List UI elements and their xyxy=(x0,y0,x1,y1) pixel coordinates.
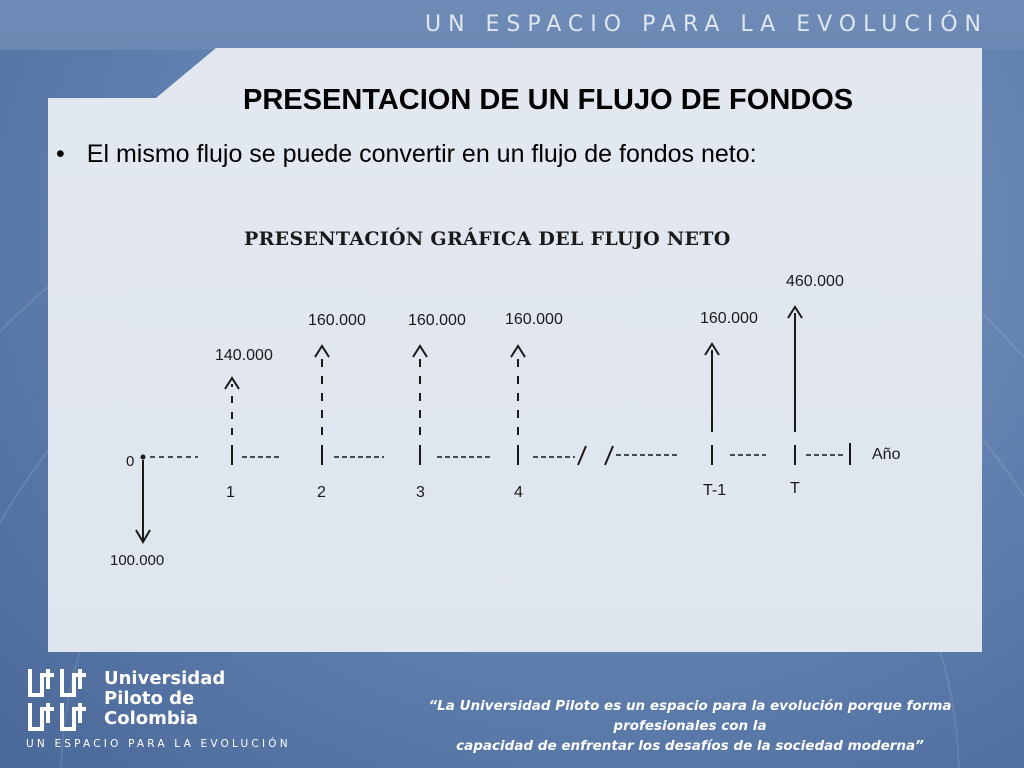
footer-tagline: UN ESPACIO PARA LA EVOLUCIÓN xyxy=(26,738,291,750)
university-name xyxy=(104,669,286,729)
axis-break xyxy=(605,446,680,465)
outflow-value: 100.000 xyxy=(110,552,165,569)
axis-label: Año xyxy=(872,446,901,463)
period-1 xyxy=(215,347,282,501)
period-t xyxy=(786,273,850,497)
slide-title: PRESENTACION DE UN FLUJO DE FONDOS xyxy=(243,84,854,116)
period-1-label: 1 xyxy=(226,484,235,501)
period-1-value: 140.000 xyxy=(215,347,273,364)
university-name-line1: Universidad xyxy=(104,668,226,689)
diagram-title: PRESENTACIÓN GRÁFICA DEL FLUJO NETO xyxy=(244,228,731,250)
period-3 xyxy=(408,312,490,501)
university-name-line2: Piloto de Colombia xyxy=(104,688,199,729)
header-tagline: UN ESPACIO PARA LA EVOLUCIÓN xyxy=(424,12,988,37)
period-3-value: 160.000 xyxy=(408,312,466,329)
period-4 xyxy=(505,311,586,501)
university-logo-icon xyxy=(26,665,94,733)
period-t-value: 460.000 xyxy=(786,273,844,290)
period-t-label: T xyxy=(790,480,800,497)
bullet-text: El mismo flujo se puede convertir en un flujo de fondos neto: xyxy=(86,140,757,168)
origin-point xyxy=(141,455,146,460)
quote-line1: “La Universidad Piloto es un espacio para la evolución porque forma profesionales con la xyxy=(428,698,952,734)
period-4-value: 160.000 xyxy=(505,311,563,328)
bullet-symbol: • xyxy=(56,140,65,168)
university-logo xyxy=(26,665,291,755)
period-3-label: 3 xyxy=(416,484,425,501)
period-2-value: 160.000 xyxy=(308,312,366,329)
period-2 xyxy=(308,312,384,501)
period-4-label: 4 xyxy=(514,484,523,501)
period-t-minus-1-label: T-1 xyxy=(703,482,727,499)
period-t-minus-1-value: 160.000 xyxy=(700,310,758,327)
period-2-label: 2 xyxy=(317,484,326,501)
quote-line2: capacidad de enfrentar los desafíos de la sociedad moderna” xyxy=(456,738,924,754)
period-t-minus-1 xyxy=(700,310,766,499)
footer-quote xyxy=(380,696,1000,756)
origin-label: 0 xyxy=(126,453,135,470)
